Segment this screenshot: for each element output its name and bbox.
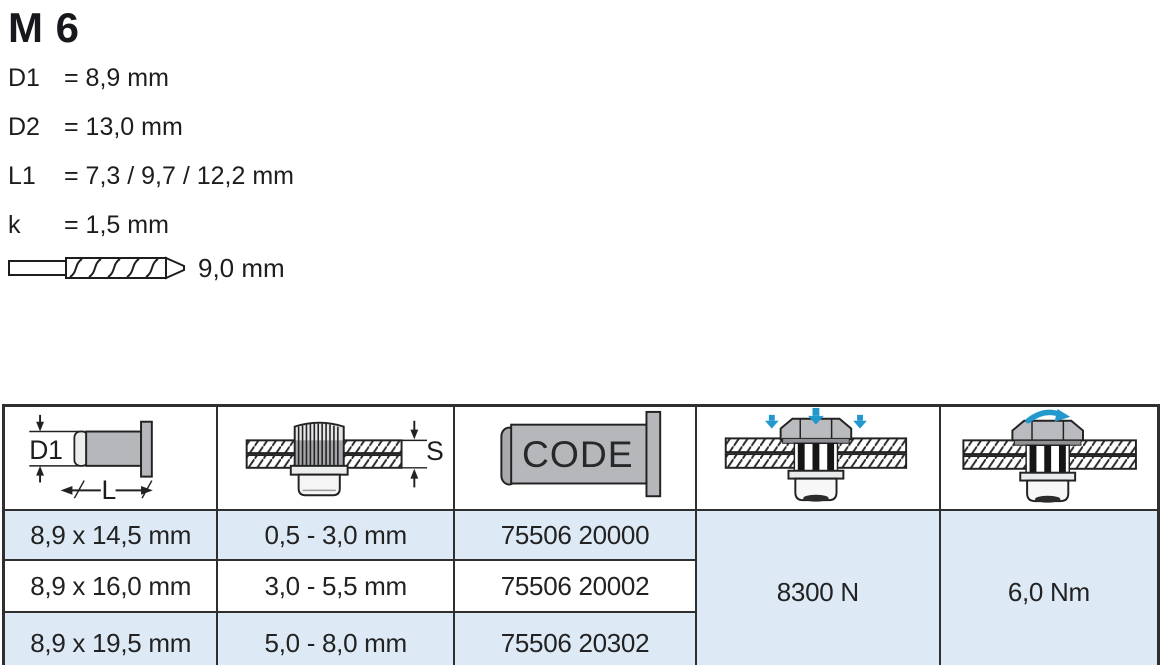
grip-cell: 5,0 - 8,0 mm	[217, 612, 454, 665]
table-row	[4, 510, 1159, 560]
spec-row-l1	[8, 162, 294, 191]
size-cell: 8,9 x 19,5 mm	[4, 612, 218, 665]
header-grip-cell	[217, 406, 454, 511]
d1-dimension-label: D1	[29, 434, 63, 465]
code-icon	[455, 408, 695, 508]
code-cell: 75506 20302	[454, 612, 696, 665]
press-force-icon	[697, 408, 939, 508]
grip-range-icon	[218, 408, 453, 508]
spec-value: = 13,0 mm	[64, 113, 183, 141]
header-code-cell	[454, 406, 696, 511]
size-cell: 8,9 x 16,0 mm	[4, 560, 218, 612]
code-cell: 75506 20002	[454, 560, 696, 612]
spec-label: k	[8, 211, 21, 239]
drill-size-row	[8, 252, 285, 284]
size-cell: 8,9 x 14,5 mm	[4, 510, 218, 560]
spec-value: = 7,3 / 9,7 / 12,2 mm	[64, 162, 294, 190]
header-dimensions-cell	[4, 406, 218, 511]
drill-bit-icon	[8, 252, 186, 284]
code-cell: 75506 20000	[454, 510, 696, 560]
rivet-dimensions-icon	[5, 408, 216, 508]
l-dimension-label: L	[101, 475, 116, 506]
spec-value: = 8,9 mm	[64, 64, 169, 92]
spec-table	[2, 404, 1160, 665]
grip-thickness-label: S	[426, 435, 444, 466]
grip-cell: 0,5 - 3,0 mm	[217, 510, 454, 560]
spec-value: = 1,5 mm	[64, 211, 169, 239]
header-press-force-cell	[696, 406, 940, 511]
spec-row-d1	[8, 64, 169, 93]
drill-diameter: 9,0 mm	[198, 252, 285, 283]
header-torque-cell	[940, 406, 1159, 511]
torque-value-cell: 6,0 Nm	[940, 510, 1159, 665]
page-title: M 6	[8, 4, 80, 51]
spec-label: L1	[8, 162, 36, 190]
table-header-row	[4, 406, 1159, 511]
torque-icon	[941, 408, 1157, 508]
spec-label: D2	[8, 113, 40, 141]
spec-label: D1	[8, 64, 40, 92]
grip-cell: 3,0 - 5,5 mm	[217, 560, 454, 612]
spec-row-k	[8, 211, 169, 240]
code-label: CODE	[522, 432, 634, 475]
spec-row-d2	[8, 113, 183, 142]
press-force-value-cell: 8300 N	[696, 510, 940, 665]
